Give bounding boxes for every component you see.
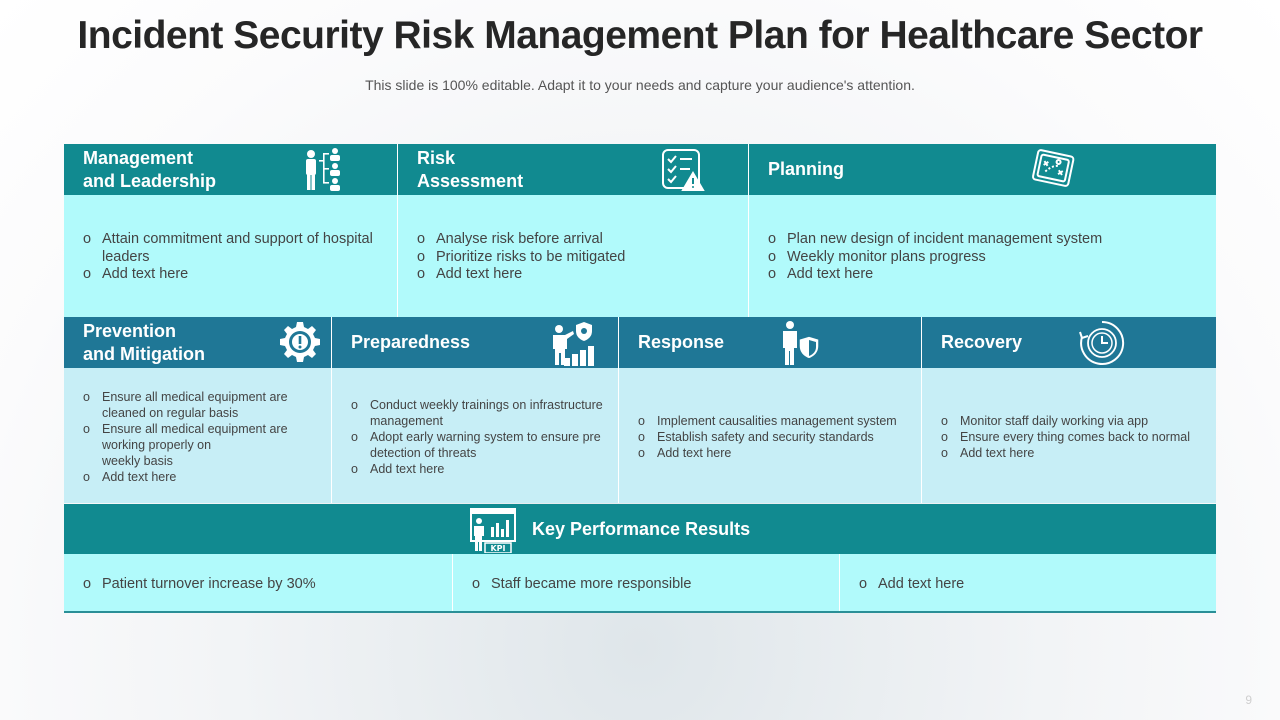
bullet-item: o Monitor staff daily working via app (941, 413, 1208, 429)
kpi-header (64, 504, 1216, 554)
table-bottom-border (64, 611, 1216, 613)
kpi-result-cell (839, 554, 1216, 612)
kpi-result-cell (452, 554, 839, 612)
section-recovery (921, 317, 1216, 503)
bullet-item: o Add text here (941, 445, 1208, 461)
section-title: Management and Leadership (83, 147, 217, 191)
bullet-item: o Weekly monitor plans progress (768, 249, 1208, 267)
slide-subtitle: This slide is 100% editable. Adapt it to your needs and capture your audience's attention. (365, 77, 915, 93)
middle-sections-row (64, 317, 1216, 503)
section-preparedness (331, 317, 618, 503)
strategy-board-icon (1029, 147, 1077, 193)
page-number: 9 (1245, 693, 1252, 707)
section-header (749, 144, 1216, 195)
bullet-item: o Analyse risk before arrival (417, 231, 740, 249)
kpi-result-item: o Patient turnover increase by 30% (83, 576, 452, 592)
kpi-title: Key Performance Results (532, 519, 751, 539)
bullet-item: o Add text here (351, 461, 610, 477)
section-title: Planning (768, 159, 844, 179)
kpi-result-item: o Add text here (859, 576, 1216, 592)
gear-alert-icon (278, 320, 322, 364)
slide-title: Incident Security Risk Management Plan for Healthcare Sector (77, 14, 1203, 57)
section-title: Risk Assessment (417, 147, 524, 191)
bullet-item: o Add text here (83, 469, 323, 485)
bullet-item: o Add text here (638, 445, 913, 461)
bullet-item: o Adopt early warning system to ensure pre detection of threats (351, 429, 610, 461)
bullet-item: o Plan new design of incident management system (768, 231, 1208, 249)
section-risk-assessment (397, 144, 748, 317)
section-prevention-mitigation (64, 317, 331, 503)
person-shield-icon (779, 320, 823, 366)
section-management-leadership (64, 144, 397, 317)
section-header (922, 317, 1216, 368)
section-title: Preparedness (351, 332, 471, 352)
section-response (618, 317, 921, 503)
section-header (64, 144, 397, 195)
section-body (749, 195, 1216, 317)
section-header (64, 317, 331, 368)
section-body (64, 368, 331, 503)
org-chart-icon (302, 147, 348, 193)
section-body (332, 368, 618, 503)
bullet-item: o Ensure every thing comes back to normal (941, 429, 1208, 445)
bullet-item: o Add text here (768, 266, 1208, 284)
section-title: Prevention and Mitigation (83, 320, 205, 364)
section-body (64, 195, 397, 317)
section-planning (748, 144, 1216, 317)
section-title: Recovery (941, 332, 1023, 352)
section-body (619, 368, 921, 503)
section-body (922, 368, 1216, 503)
bullet-item: o Conduct weekly trainings on infrastructure management (351, 397, 610, 429)
bullet-item: o Add text here (83, 266, 389, 284)
bullet-item: o Ensure all medical equipment are working properly on weekly basis (83, 421, 323, 469)
kpi-results-row (64, 554, 1216, 612)
checklist-warning-icon (660, 147, 706, 193)
bullet-item: o Attain commitment and support of hospital leaders (83, 231, 389, 266)
bullet-item: o Add text here (417, 266, 740, 284)
section-body (398, 195, 748, 317)
kpi-presentation-icon (469, 507, 517, 553)
person-shield-steps-icon (550, 320, 598, 366)
kpi-icon-text: KPI (490, 544, 506, 553)
kpi-result-item: o Staff became more responsible (472, 576, 839, 592)
section-header (332, 317, 618, 368)
clock-refresh-icon (1078, 320, 1126, 366)
section-title: Response (638, 332, 725, 352)
top-sections-row (64, 144, 1216, 317)
kpi-result-cell (64, 554, 452, 612)
bullet-item: o Ensure all medical equipment are cleaned on regular basis (83, 389, 323, 421)
bullet-item: o Prioritize risks to be mitigated (417, 249, 740, 267)
section-header (619, 317, 921, 368)
bullet-item: o Implement causalities management system (638, 413, 913, 429)
section-header (398, 144, 748, 195)
bullet-item: o Establish safety and security standards (638, 429, 913, 445)
